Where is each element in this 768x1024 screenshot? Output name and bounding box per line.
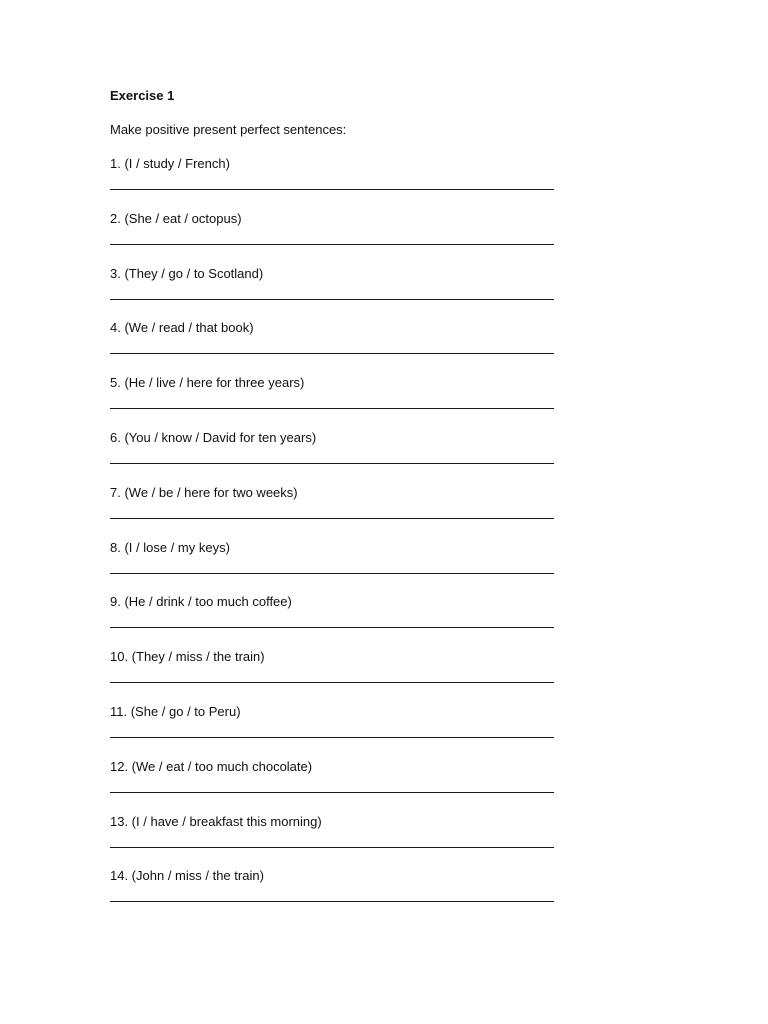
- answer-line[interactable]: [110, 901, 554, 902]
- exercise-title: Exercise 1: [110, 88, 175, 103]
- exercise-item-5: [110, 374, 554, 429]
- item-prompt: 9. (He / drink / too much coffee): [110, 594, 292, 610]
- answer-line[interactable]: [110, 353, 554, 354]
- exercise-item-12: [110, 758, 554, 813]
- item-prompt: 8. (I / lose / my keys): [110, 539, 230, 555]
- exercise-item-8: [110, 539, 554, 594]
- item-prompt: 6. (You / know / David for ten years): [110, 429, 317, 445]
- item-prompt: 2. (She / eat / octopus): [110, 210, 242, 226]
- item-prompt: 11. (She / go / to Peru): [110, 703, 241, 719]
- answer-line[interactable]: [110, 463, 554, 464]
- answer-line[interactable]: [110, 847, 554, 848]
- exercise-section: [110, 86, 554, 922]
- item-prompt: 1. (I / study / French): [110, 156, 230, 171]
- exercise-item-7: [110, 484, 554, 539]
- exercise-instructions: Make positive present perfect sentences:: [110, 122, 347, 137]
- answer-line[interactable]: [110, 682, 554, 683]
- item-prompt: 3. (They / go / to Scotland): [110, 265, 264, 281]
- exercise-item-6: [110, 429, 554, 484]
- item-prompt: 4. (We / read / that book): [110, 320, 254, 336]
- exercise-item-3: [110, 265, 554, 320]
- item-prompt: 14. (John / miss / the train): [110, 868, 264, 884]
- answer-line[interactable]: [110, 518, 554, 519]
- exercise-item-1: [110, 155, 554, 210]
- exercise-item-14: [110, 867, 554, 922]
- answer-line[interactable]: [110, 408, 554, 409]
- item-prompt: 7. (We / be / here for two weeks): [110, 484, 298, 500]
- answer-line[interactable]: [110, 792, 554, 793]
- exercise-item-11: [110, 703, 554, 758]
- exercise-item-4: [110, 319, 554, 374]
- item-prompt: 12. (We / eat / too much chocolate): [110, 758, 313, 774]
- answer-line[interactable]: [110, 627, 554, 628]
- answer-line[interactable]: [110, 244, 554, 245]
- exercise-item-2: [110, 210, 554, 265]
- exercise-item-13: [110, 813, 554, 868]
- answer-line[interactable]: [110, 573, 554, 574]
- exercise-item-9: [110, 593, 554, 648]
- item-prompt: 13. (I / have / breakfast this morning): [110, 813, 322, 829]
- answer-line[interactable]: [110, 189, 554, 190]
- answer-line[interactable]: [110, 737, 554, 738]
- exercise-item-10: [110, 648, 554, 703]
- answer-line[interactable]: [110, 299, 554, 300]
- item-prompt: 5. (He / live / here for three years): [110, 375, 305, 391]
- item-prompt: 10. (They / miss / the train): [110, 649, 265, 665]
